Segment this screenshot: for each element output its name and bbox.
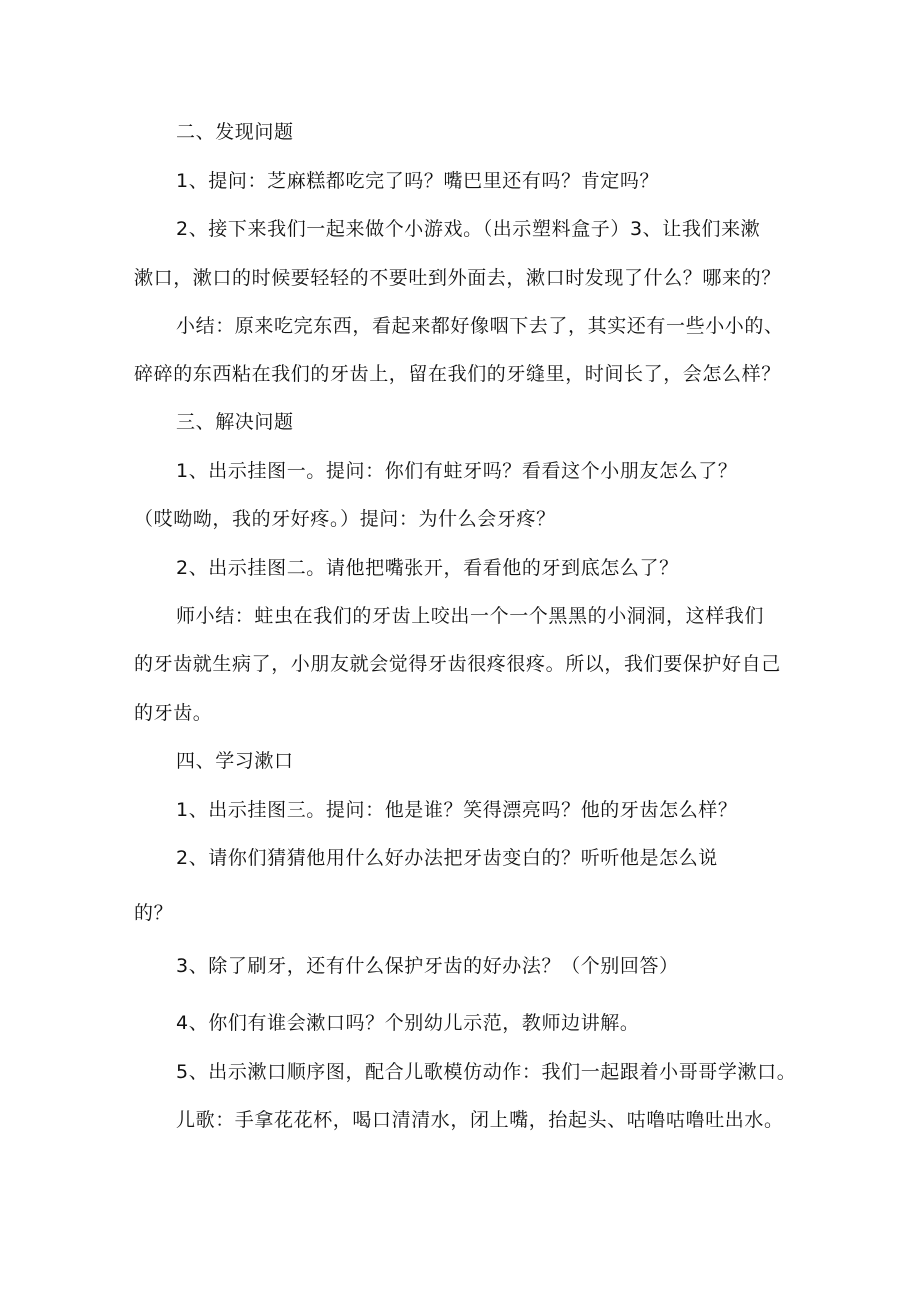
paragraph-line: 2、出示挂图二。请他把嘴张开，看看他的牙到底怎么了？ — [176, 557, 679, 579]
paragraph-line: 的牙齿。 — [134, 702, 213, 724]
paragraph-line: 3、除了刷牙，还有什么保护牙齿的好办法？（个别回答） — [176, 955, 679, 977]
paragraph-line: 1、出示挂图三。提问：他是谁？笑得漂亮吗？他的牙齿怎么样？ — [176, 799, 738, 821]
paragraph-line: 的？ — [134, 902, 174, 924]
paragraph-line: 2、接下来我们一起来做个小游戏。（出示塑料盒子）3、让我们来漱 — [176, 218, 761, 240]
paragraph-line: 1、出示挂图一。提问：你们有蛀牙吗？看看这个小朋友怎么了？ — [176, 460, 738, 482]
paragraph-line: 师小结：蛀虫在我们的牙齿上咬出一个一个黑黑的小洞洞，这样我们 — [176, 605, 765, 627]
paragraph-line: 5、出示漱口顺序图，配合儿歌模仿动作：我们一起跟着小哥哥学漱口。 — [176, 1061, 797, 1083]
paragraph-line: 漱口，漱口的时候要轻轻的不要吐到外面去，漱口时发现了什么？哪来的？ — [134, 267, 781, 289]
paragraph-line: 碎碎的东西粘在我们的牙齿上，留在我们的牙缝里，时间长了，会怎么样？ — [134, 363, 781, 385]
section-heading-4: 四、学习漱口 — [176, 750, 294, 772]
paragraph-line: 的牙齿就生病了，小朋友就会觉得牙齿很疼很疼。所以，我们要保护好自己 — [134, 653, 781, 675]
paragraph-line: （哎呦呦，我的牙好疼。）提问：为什么会牙疼？ — [134, 508, 556, 530]
paragraph-line: 儿歌：手拿花花杯，喝口清清水，闭上嘴，抬起头、咕噜咕噜吐出水。 — [176, 1109, 784, 1131]
paragraph-line: 小结：原来吃完东西，看起来都好像咽下去了，其实还有一些小小的、 — [176, 315, 784, 337]
paragraph-line: 4、你们有谁会漱口吗？个别幼儿示范，教师边讲解。 — [176, 1012, 640, 1034]
section-heading-2: 二、发现问题 — [176, 121, 294, 143]
section-heading-3: 三、解决问题 — [176, 411, 294, 433]
paragraph-line: 1、提问：芝麻糕都吃完了吗？嘴巴里还有吗？肯定吗？ — [176, 170, 660, 192]
paragraph-line: 2、请你们猜猜他用什么好办法把牙齿变白的？听听他是怎么说 — [176, 847, 718, 869]
